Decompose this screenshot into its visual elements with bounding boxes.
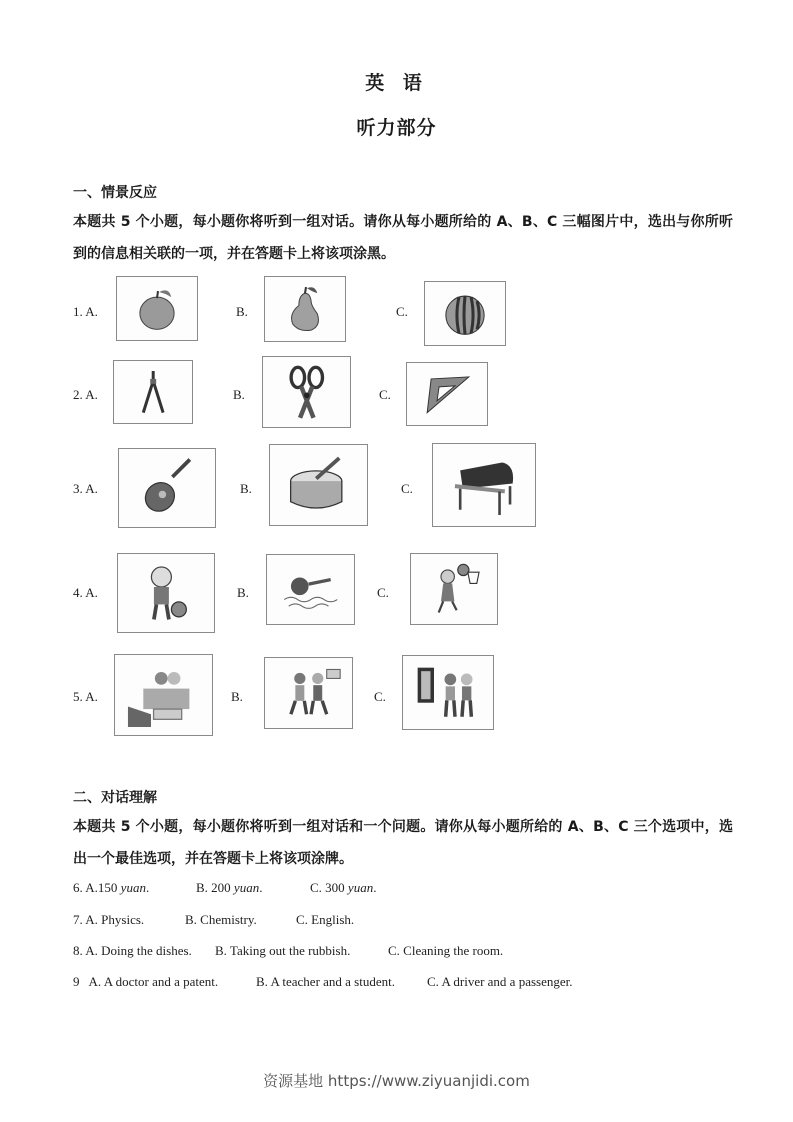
- boy-football-icon: [128, 562, 205, 624]
- q1-b-label: B.: [236, 304, 248, 319]
- q6-option-a[interactable]: 6. A.150 yuan.: [73, 880, 150, 895]
- q2-option-b-picture[interactable]: [262, 356, 351, 428]
- q2-b-label: B.: [233, 387, 245, 402]
- girl-basketball-icon: [420, 561, 489, 617]
- section2-instruction: 本题共 5 个小题，每小题你将听到一组对话和一个问题。请你从每小题所给的 A、B、C 三个选项中，选出一个最佳选项，并在答题卡上将该项涂牌。: [73, 819, 733, 867]
- q2-c-label: C.: [379, 387, 391, 402]
- q8-options: [73, 943, 673, 961]
- section1-heading: 一、情景反应: [73, 185, 157, 201]
- q5-option-c-picture[interactable]: [402, 655, 494, 730]
- q7-options: [73, 912, 673, 930]
- q6-option-b[interactable]: B. 200 yuan.: [196, 880, 263, 895]
- q3-option-b-picture[interactable]: [269, 444, 368, 526]
- q1-option-b-picture[interactable]: [264, 276, 346, 342]
- q1-option-a-picture[interactable]: [116, 276, 198, 341]
- museum-painting-icon: [412, 663, 484, 721]
- q5-label: 5. A.: [73, 689, 98, 704]
- section2-heading: 二、对话理解: [73, 790, 157, 806]
- q1-c-label: C.: [396, 304, 408, 319]
- q9-option-c[interactable]: C. A driver and a passenger.: [427, 974, 573, 989]
- q3-b-label: B.: [240, 481, 252, 496]
- q7-option-b[interactable]: B. Chemistry.: [185, 912, 257, 927]
- q9-option-b[interactable]: B. A teacher and a student.: [256, 974, 395, 989]
- q5-b-label: B.: [231, 689, 243, 704]
- q3-option-c-picture[interactable]: [432, 443, 536, 527]
- q5-c-label: C.: [374, 689, 386, 704]
- q4-option-a-picture[interactable]: [117, 553, 215, 633]
- q4-option-c-picture[interactable]: [410, 553, 498, 625]
- q9-options: [73, 974, 673, 992]
- q7-option-c[interactable]: C. English.: [296, 912, 355, 927]
- q4-option-b-picture[interactable]: [266, 554, 355, 625]
- q2-option-a-picture[interactable]: [113, 360, 193, 424]
- drum-icon: [280, 453, 358, 517]
- q6-option-c[interactable]: C. 300 yuan.: [310, 880, 377, 895]
- q3-c-label: C.: [401, 481, 413, 496]
- pear-icon: [273, 283, 337, 334]
- q6-options: [73, 880, 673, 898]
- watching-tv-icon: [125, 663, 203, 727]
- watermelon-icon: [433, 288, 497, 338]
- q9-option-a[interactable]: 9 A. A doctor and a patent.: [73, 974, 219, 989]
- part-title: 听力部分: [356, 117, 437, 139]
- set-square-icon: [415, 369, 479, 419]
- q5-option-a-picture[interactable]: [114, 654, 213, 736]
- q8-option-b[interactable]: B. Taking out the rubbish.: [215, 943, 351, 958]
- swimming-icon: [276, 562, 346, 617]
- q4-c-label: C.: [377, 585, 389, 600]
- apple-icon: [125, 283, 189, 333]
- boys-walking-icon: [274, 665, 344, 721]
- q1-label: 1. A.: [73, 304, 98, 319]
- scissors-icon: [272, 364, 342, 420]
- q2-option-c-picture[interactable]: [406, 362, 488, 426]
- watermark-footer: 资源基地 https://www.ziyuanjidi.com: [263, 1072, 530, 1090]
- q4-label: 4. A.: [73, 585, 98, 600]
- compass-icon: [122, 367, 184, 417]
- subject-title: 英 语: [365, 72, 428, 94]
- guitar-icon: [129, 457, 206, 519]
- q2-label: 2. A.: [73, 387, 98, 402]
- q4-b-label: B.: [237, 585, 249, 600]
- q8-option-c[interactable]: C. Cleaning the room.: [388, 943, 504, 958]
- q5-option-b-picture[interactable]: [264, 657, 353, 729]
- q1-option-c-picture[interactable]: [424, 281, 506, 346]
- piano-icon: [443, 452, 525, 518]
- q3-option-a-picture[interactable]: [118, 448, 216, 528]
- section1-instruction: 本题共 5 个小题，每小题你将听到一组对话。请你从每小题所给的 A、B、C 三幅图片中，选出与你所听到的信息相关联的一项，并在答题卡上将该项涂黑。: [73, 214, 733, 262]
- q7-option-a[interactable]: 7. A. Physics.: [73, 912, 145, 927]
- q3-label: 3. A.: [73, 481, 98, 496]
- q8-option-a[interactable]: 8. A. Doing the dishes.: [73, 943, 192, 958]
